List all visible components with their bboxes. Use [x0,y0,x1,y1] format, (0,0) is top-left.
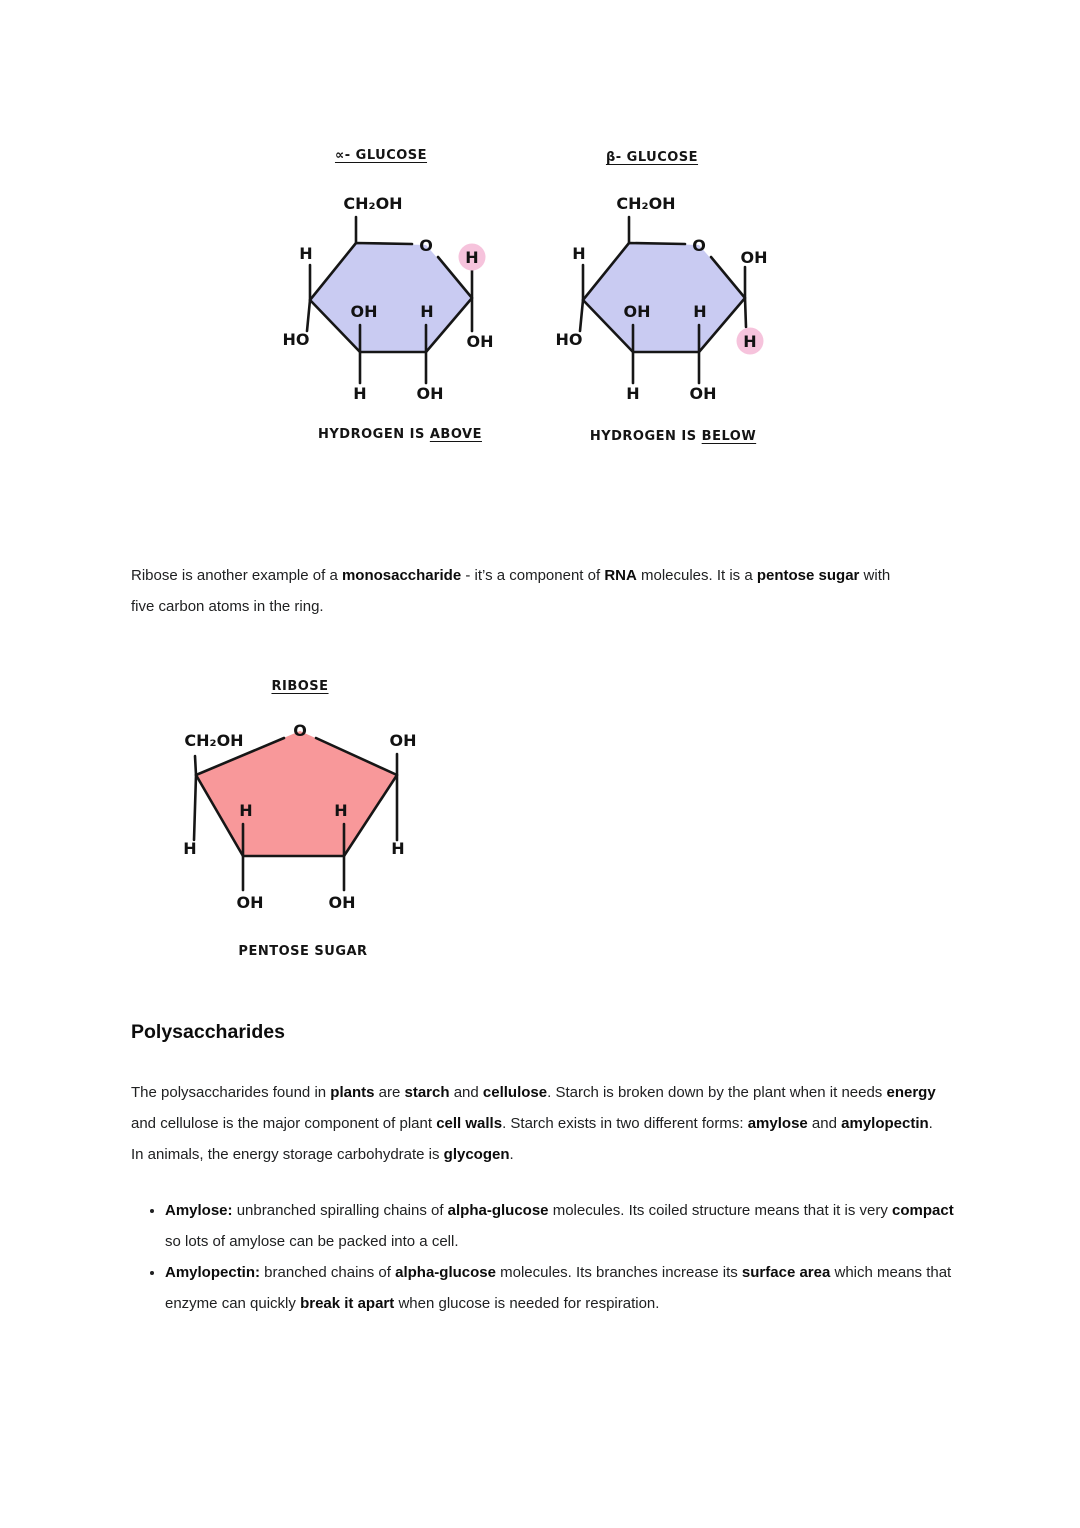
alpha-left-upper-label: H [299,244,313,263]
alpha-ring-oxygen-label: O [419,236,433,255]
ribose-inner-right-label: H [334,801,348,820]
ribose-ring-oxygen-label: O [293,721,307,740]
ribose-bond-left [194,756,196,840]
beta-top-right-label: OH [740,248,768,267]
alpha-left-lower-label: HO [282,330,310,349]
alpha-inner-left-label: OH [350,302,378,321]
beta-right-lower-label: H [743,332,757,351]
beta-left-lower-label: HO [555,330,583,349]
beta-glucose-title: β- GLUCOSE [605,150,699,165]
alpha-glucose-caption [280,427,520,442]
alpha-bottom-right-label: OH [416,384,444,403]
ribose-right-lower-label: H [391,839,405,858]
caption-text: HYDROGEN IS [318,427,430,442]
ribose-bottom-right-label: OH [328,893,356,912]
beta-bottom-left-label: H [626,384,640,403]
alpha-top-right-label: H [465,248,479,267]
alpha-inner-right-label: H [420,302,434,321]
beta-left-upper-label: H [572,244,586,263]
ribose-caption: PENTOSE SUGAR [238,944,368,959]
beta-inner-right-label: H [693,302,707,321]
ribose-ch2oh-label: CH₂OH [184,731,244,750]
ribose-bottom-left-label: OH [236,893,264,912]
beta-glucose-caption [553,429,793,444]
ribose-structure [170,700,430,930]
alpha-bond-left [307,265,310,331]
amylose-bullet: • Amylose: unbranched spiralling chains of alpha-glucose molecules. Its coiled structure means that it is very compact so lots of amylose can be packed into a cell. [165,1195,955,1257]
polysaccharides-intro: The polysaccharides found in plants are starch and cellulose. Starch is broken down by the plant when it needs energy and cellulose is the major component of plant cell walls. Starch exists in two different forms: amylose and amylopectin. In animals, the energy storage carbohydrate is glycogen. [131,1084,936,1163]
polysaccharides-heading: Polysaccharides [131,1021,285,1043]
beta-inner-left-label: OH [623,302,651,321]
caption-underlined-word: ABOVE [429,427,482,442]
alpha-bottom-left-label: H [353,384,367,403]
alpha-ring-fill [310,243,472,352]
beta-bottom-right-label: OH [689,384,717,403]
caption-underlined-word: BELOW [701,429,757,444]
ribose-paragraph: Ribose is another example of a monosaccharide - it’s a component of RNA molecules. It is a pentose sugar with five carbon atoms in the ring. [131,567,891,615]
beta-ring-oxygen-label: O [692,236,706,255]
beta-ring-fill [583,243,745,352]
amylopectin-bullet: • Amylopectin: branched chains of alpha-glucose molecules. Its branches increase its surface area which means that enzyme can quickly break it apart when glucose is needed for respiration. [165,1257,955,1319]
alpha-glucose-title: ∝- GLUCOSE [334,148,428,163]
polysaccharides-bullet-list [131,1195,955,1319]
caption-text: HYDROGEN IS [589,429,702,444]
ribose-right-upper-label: OH [389,731,417,750]
beta-glucose-structure [553,185,773,413]
alpha-ch2oh-label: CH₂OH [343,194,403,213]
alpha-right-lower-label: OH [466,332,494,351]
beta-ch2oh-label: CH₂OH [616,194,676,213]
beta-bond-right [745,267,746,327]
ribose-left-lower-label: H [183,839,197,858]
ribose-inner-left-label: H [239,801,253,820]
alpha-glucose-structure [280,185,500,413]
ribose-title: RIBOSE [271,679,329,694]
beta-bond-left [580,265,583,331]
